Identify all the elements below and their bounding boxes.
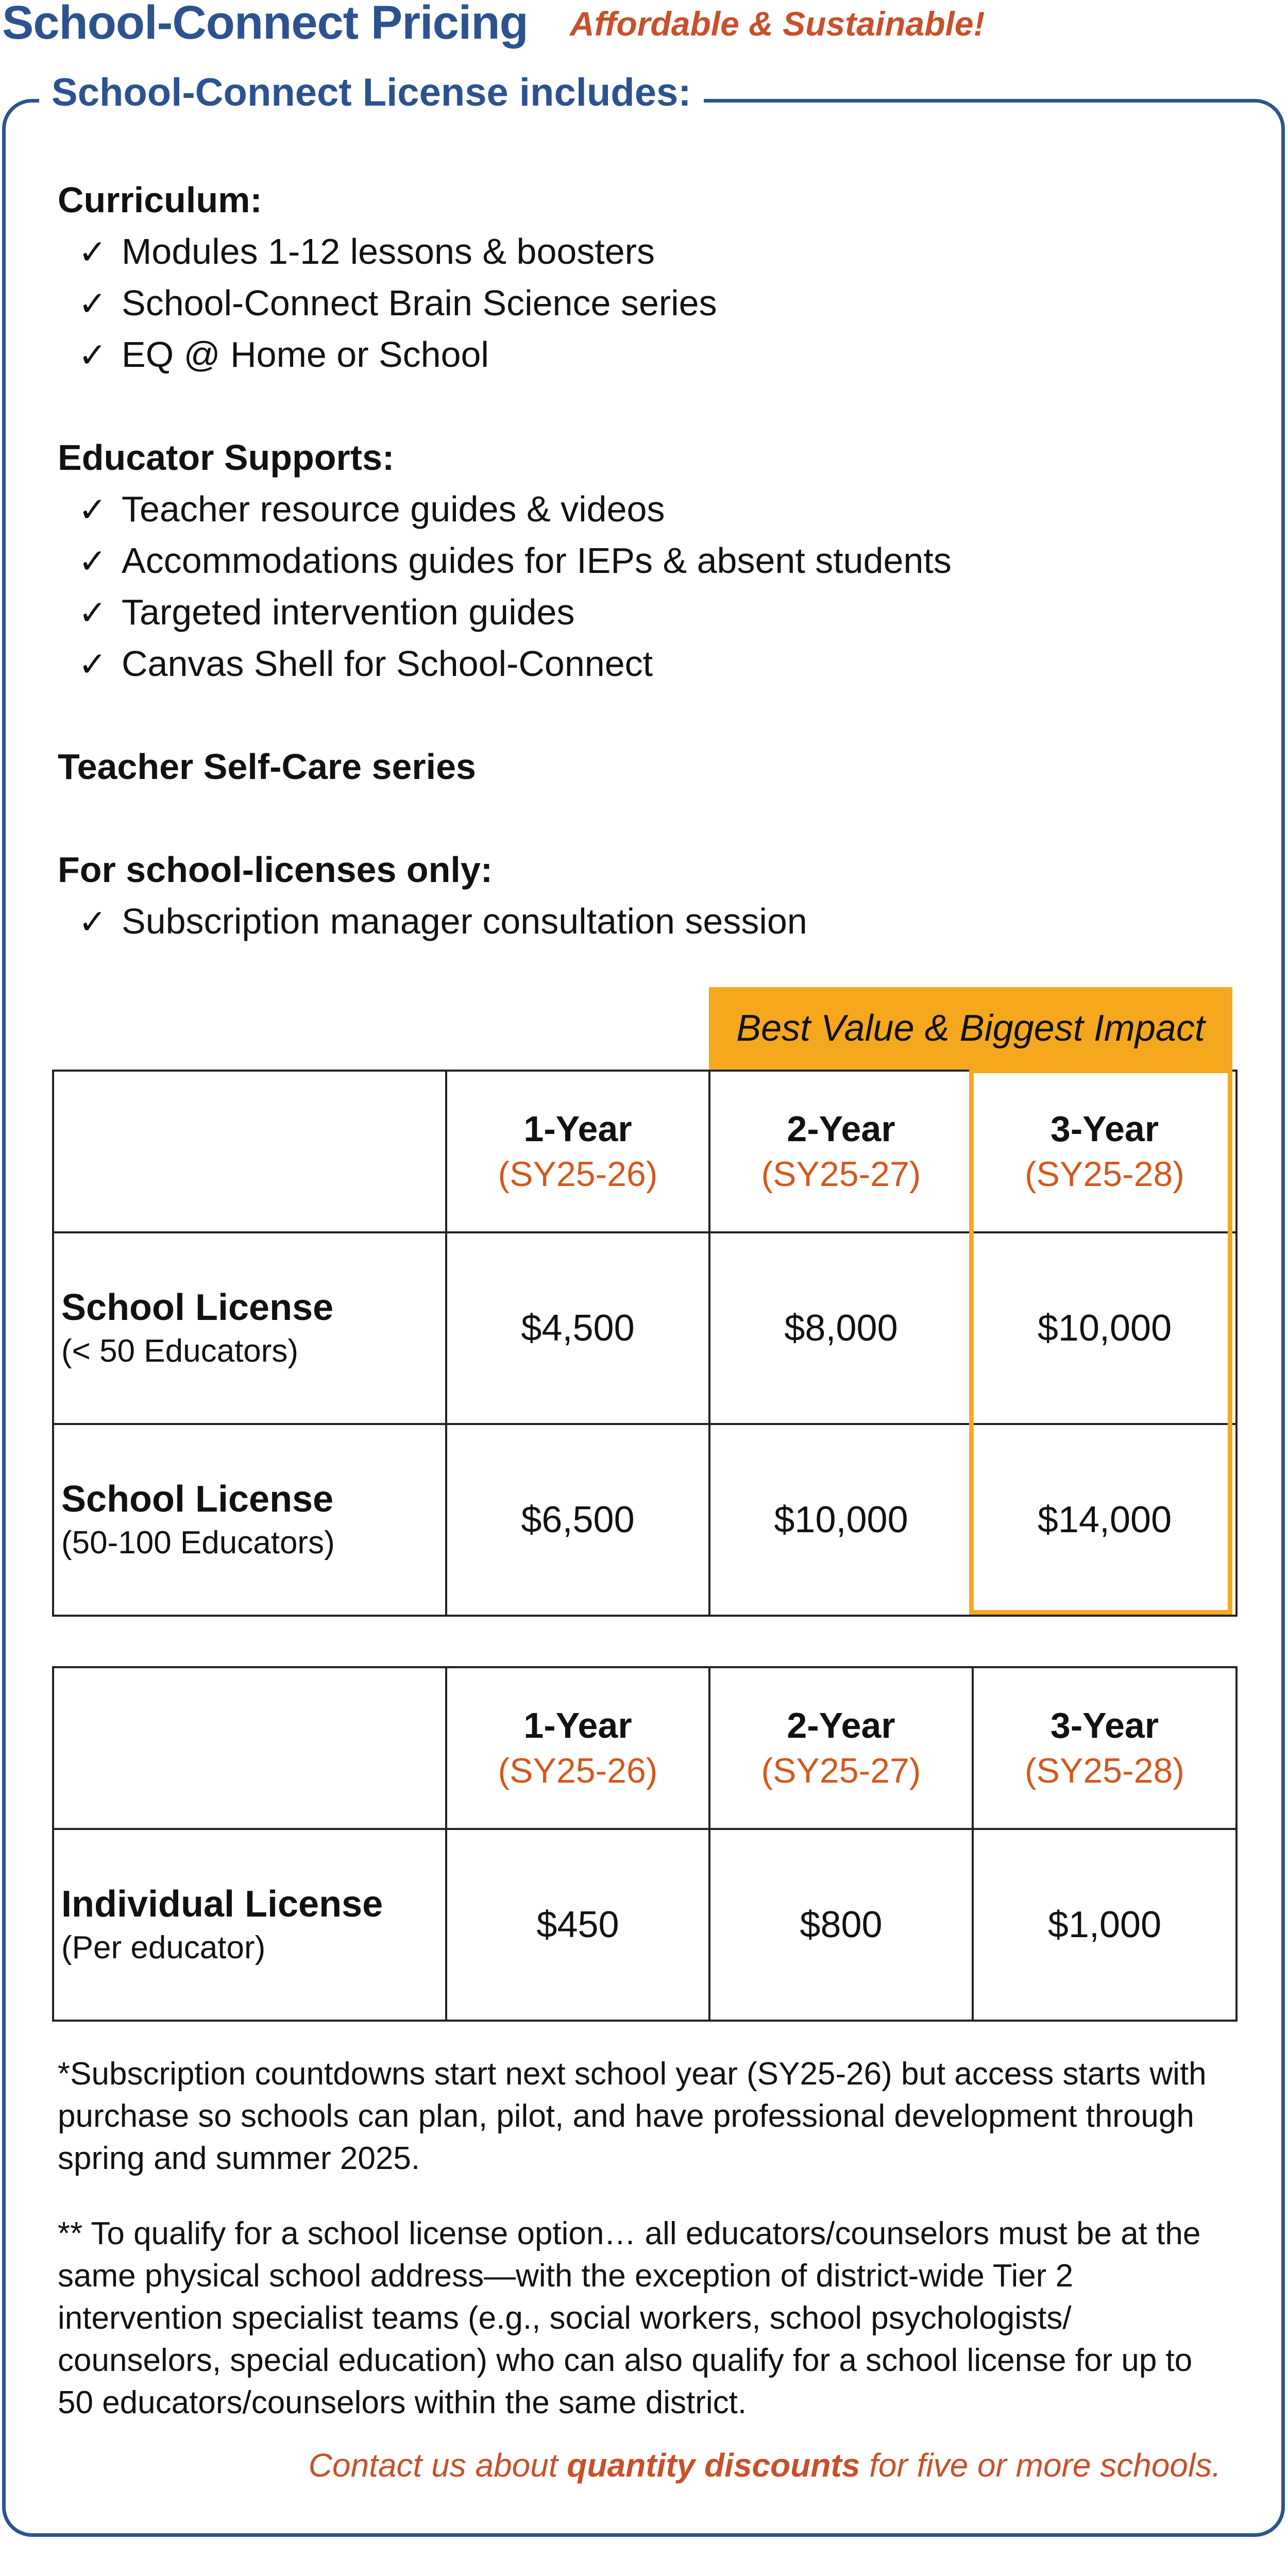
individual-license-table: [52, 1666, 1238, 2022]
price-cell: $800: [709, 1829, 973, 2021]
curriculum-heading: Curriculum:: [58, 180, 262, 220]
column-header: 3-Year (SY25-28): [973, 1071, 1236, 1232]
column-header: 3-Year (SY25-28): [973, 1667, 1236, 1829]
list-item: ✓ Accommodations guides for IEPs & absent students: [78, 540, 952, 581]
table-header-row: [53, 1667, 1236, 1829]
table-corner-cell: [53, 1667, 446, 1829]
price-cell: $1,000: [973, 1829, 1236, 2021]
teacher-self-care-heading: Teacher Self-Care series: [58, 747, 476, 787]
page-title: School-Connect Pricing: [2, 0, 528, 49]
contact-line[interactable]: Contact us about quantity discounts for five or more schools.: [308, 2447, 1221, 2484]
column-header: 1-Year (SY25-26): [446, 1667, 709, 1829]
row-header: Individual License (Per educator): [53, 1829, 446, 2021]
list-item: ✓ Subscription manager consultation session: [78, 901, 807, 941]
column-header: 2-Year (SY25-27): [709, 1071, 973, 1232]
check-icon: ✓: [78, 233, 107, 271]
check-icon: ✓: [78, 284, 107, 323]
price-cell: $10,000: [973, 1232, 1236, 1424]
best-value-banner: Best Value & Biggest Impact: [709, 987, 1232, 1070]
list-item: ✓ Targeted intervention guides: [78, 592, 575, 632]
check-icon: ✓: [78, 336, 107, 374]
price-cell: $4,500: [446, 1232, 709, 1424]
check-icon: ✓: [78, 542, 107, 580]
license-panel-title: School-Connect License includes:: [39, 70, 704, 115]
price-cell: $8,000: [709, 1232, 973, 1424]
list-item: ✓ Modules 1-12 lessons & boosters: [78, 231, 655, 272]
page-tagline: Affordable & Sustainable!: [570, 5, 985, 43]
price-cell: $450: [446, 1829, 709, 2021]
row-header: School License (< 50 Educators): [53, 1232, 446, 1424]
list-item: ✓ Canvas Shell for School-Connect: [78, 643, 653, 684]
check-icon: ✓: [78, 490, 107, 529]
school-licenses-only-heading: For school-licenses only:: [58, 850, 493, 890]
list-item: ✓ Teacher resource guides & videos: [78, 489, 665, 529]
check-icon: ✓: [78, 594, 107, 632]
educator-supports-heading: Educator Supports:: [58, 437, 395, 478]
column-header: 1-Year (SY25-26): [446, 1071, 709, 1232]
best-value-highlight: [969, 1069, 1232, 1615]
list-item: ✓ EQ @ Home or School: [78, 334, 489, 375]
row-header: School License (50-100 Educators): [53, 1424, 446, 1616]
quantity-discounts-link[interactable]: quantity discounts: [567, 2447, 860, 2484]
footnote-subscription: *Subscription countdowns start next school year (SY25-26) but access starts with purchase so schools can plan, pilot, and have professional development through spring and summer 2025.: [58, 2056, 1207, 2176]
price-cell: $14,000: [973, 1424, 1236, 1616]
list-item: ✓ School-Connect Brain Science series: [78, 283, 717, 323]
price-cell: $6,500: [446, 1424, 709, 1616]
price-cell: $10,000: [709, 1424, 973, 1616]
check-icon: ✓: [78, 645, 107, 683]
table-row: [53, 1829, 1236, 2021]
footnote-qualify: ** To qualify for a school license option… all educators/counselors must be at the same physical school address—with the exception of district-wide Tier 2 intervention specialist teams (e.g., social workers, school psychologists/ counselors, special education) who can also qualify for a school license for up to 50 educators/counselors within the same district.: [58, 2216, 1201, 2420]
check-icon: ✓: [78, 903, 107, 941]
column-header: 2-Year (SY25-27): [709, 1667, 973, 1829]
table-corner-cell: [53, 1071, 446, 1232]
